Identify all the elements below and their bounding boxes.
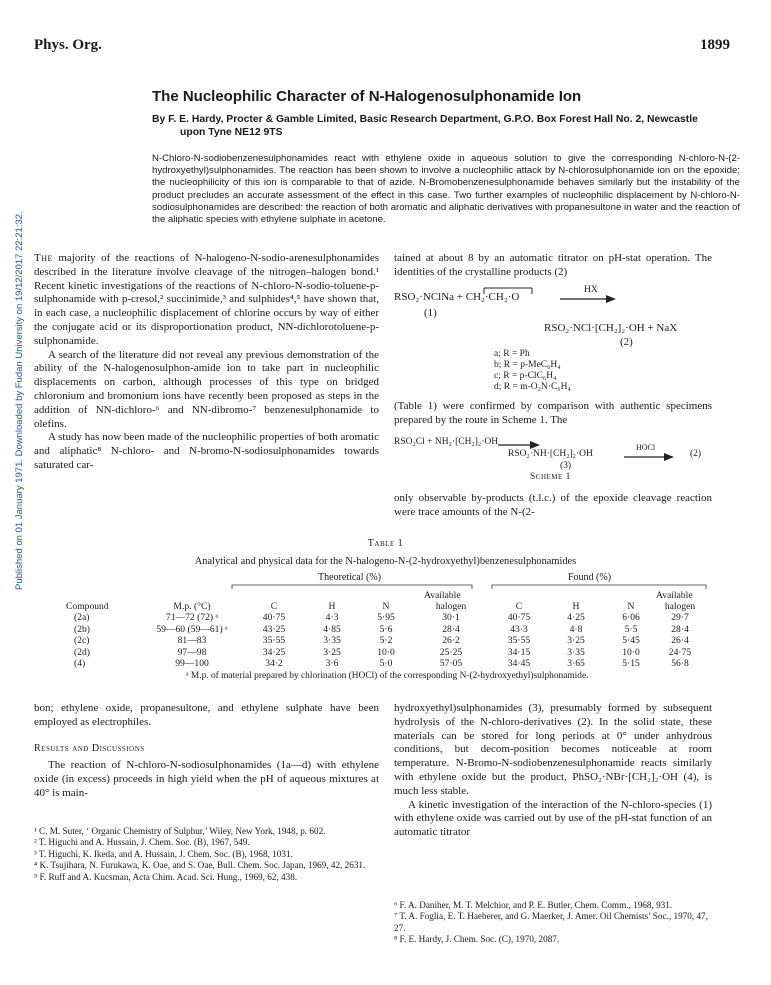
right-column-paragraph-3: only observable by-products (t.l.c.) of the epoxide cleavage reaction were trace amounts of the N-(2- [394,492,712,518]
cell: 34·25 [262,646,286,658]
footnote-6: ⁶ F. A. Daniher, M. T. Melchior, and P. E. Butler, Chem. Comm., 1968, 931. [394,900,673,910]
cell: 35·55 [507,635,531,647]
cell: 4·8 [569,623,583,635]
table-title: Analytical and physical data for the N-halogeno-N-(2-hydroxyethyl)benzenesulphonamides [194,556,577,567]
col-compound: Compound [66,601,109,612]
cell: 81—83 [177,635,207,647]
footnote-1: ¹ C. M. Suter, ‘ Organic Chemistry of Sulphur,’ Wiley, New York, 1948, p. 602. [34,826,326,836]
journal-name: Phys. Org. [34,37,102,53]
table-header-row [66,601,702,612]
cell: 3·65 [567,658,585,670]
group-theoretical: Theoretical (%) [318,572,382,583]
epoxide-bridge [482,284,554,300]
compound-label-1: (1) [424,307,437,319]
cell: (2d) [74,646,90,658]
available-label-found: Available [656,590,693,601]
cell: (2c) [74,635,90,647]
cell: 4·85 [323,623,341,635]
intro-paragraph-1: majority of the reactions of N-halogeno-N-sodio-arenesulphonamides described in the literature involve cleavage of the nitrogen–halogen bond.¹ Recent kinetic investigations of the reactions of N-chloro-N-sodio-toluene-p-sulphonamide with p-cresol,² succinimide,³ and sulphides⁴,⁵ have shown that, in each case, a nucleophilic displacement of chlorine occurs by way of either the conjugate acid or its disproportionation product, NN-dichlorotoluene-p-sulphonamide. [34,252,379,347]
cell: (2b) [74,623,90,635]
cell: 97—98 [177,646,207,658]
abstract: N-Chloro-N-sodiobenzenesulphonamides react with ethylene oxide in aqueous solution to give the corresponding N-chloro-N-(2-hydroxyethyl)sulphonamides. The reaction has been shown to involve a nucleophilic attack by N-chlorosulphonamide ion on the epoxide; the nucleophilicity of this ion is comparable to that of azide. N-Bromobenzenesulphonamide behaves similarly but the instability of the product precludes an accurate assessment of the effect in this case. Two further examples of nucleophilic displacement by N-chloro-N-sodiosulphonamides are described: the reaction of both aromatic and aliphatic derivatives with propanesultone in water and the reaction of the aliphatic species with ethylene sulphate in acetone. [152,153,740,226]
cell: 5·0 [379,658,393,670]
cell: (2a) [74,612,90,623]
substituent-b: b; R = p-MeC₆H₄ [494,360,561,370]
scheme-arrow-2 [624,452,674,462]
cell: 35·55 [262,635,286,647]
cell: 10·0 [622,646,640,658]
cell: 43·3 [510,623,528,635]
cell: 10·0 [377,646,395,658]
download-watermark [2,130,25,890]
cell: 56·8 [671,658,689,670]
cell: 3·35 [323,635,341,647]
lower-right-paragraph-2: A kinetic investigation of the interaction of the N-chloro-species (1) with ethylene oxide was carried out by use of the pH-stat function of an automatic titrator [394,798,712,839]
footnote-7: ⁷ T. A. Foglia, E. T. Haeberer, and G. Maerker, J. Amer. Oil Chemists’ Soc., 1970, 47, 27. [394,911,708,933]
footnote-2: ² T. Higuchi and A. Hussain, J. Chem. Soc. (B), 1967, 549. [34,837,250,848]
equation-right: RSO₂·NCl·[CH₂]₂·OH + NaX [544,322,678,334]
cell: 5·95 [377,612,395,623]
scheme-intermediate: RSO₂·NH·[CH₂]₂·OH [508,449,593,459]
footnote-5: ⁵ F. Ruff and A. Kucsman, Acta Chim. Acad. Sci. Hung., 1969, 62, 438. [34,871,298,882]
table-row [66,635,702,647]
col-c-found: C [515,601,523,612]
cell: 26·4 [671,635,689,647]
scheme-reactants: RSO₂Cl + NH₂·[CH₂]₂·OH [394,437,499,447]
footnote-8: ⁸ F. E. Hardy, J. Chem. Soc. (C), 1970, 2087. [394,934,560,945]
cell: 57·05 [439,658,463,670]
table-caption: Table 1 [367,538,404,549]
section-heading: Results and Discussions [34,742,145,754]
cell: 24·75 [668,646,692,658]
cell: 28·4 [671,623,689,635]
table-row [66,612,702,624]
lower-paragraph-2: The reaction of N-chloro-N-sodiosulphonamides (1a—d) with ethylene oxide (in excess) proceeds in high yield when the pH of aqueous mixtures at 40° is main- [34,759,379,799]
byline [152,113,737,139]
page-number: 1899 [700,37,730,53]
col-halogen-found: halogen [664,601,696,612]
compound-label-2: (2) [620,336,633,348]
scheme-caption: Scheme 1 [530,472,571,482]
col-h-found: H [572,601,580,612]
col-mp: M.p. (°C) [173,601,211,612]
cell: 5·45 [622,635,640,647]
cell: 25·25 [439,646,463,658]
cell: 34·2 [265,658,283,670]
cell: 59—60 (59—61) ᵃ [156,623,228,635]
scheme-label-2: (2) [690,449,702,459]
col-n-theory: N [382,601,390,612]
cell: 71—72 (72) ᵃ [165,612,219,623]
cell: 3·35 [567,646,585,658]
equation-left: RSO₂·NClNa + CH₂·CH₂·O [394,291,520,303]
cell: 5·5 [624,623,638,635]
table-row [66,658,702,670]
byline-line2: upon Tyne NE12 9TS [180,127,283,138]
col-c-theory: C [270,601,278,612]
cell: 30·1 [442,612,460,623]
right-column-lower [394,702,712,840]
table-footnote: ᵃ M.p. of material prepared by chlorination (HOCl) of the corresponding N-(2-hydroxyethyl)sulphonamide. [186,671,589,681]
article-title: The Nucleophilic Character of N-Halogenosulphonamide Ion [152,88,582,105]
scheme-reagent: HOCl [636,443,656,452]
table-row [66,624,702,636]
cell: 5·6 [379,623,393,635]
cell: 3·25 [567,635,585,647]
cell: 3·25 [323,646,341,658]
cell: 3·6 [325,658,339,670]
cell: 4·25 [567,612,585,623]
data-table [66,601,702,670]
footnote-3: ³ T. Higuchi, K. Ikeda, and A. Hussain, J. Chem. Soc. (B), 1968, 1031. [34,848,293,859]
left-column-lower [34,702,379,801]
reaction-arrow-1 [560,294,616,304]
cell: 43·25 [262,623,286,635]
cell: 40·75 [507,612,531,623]
watermark-text[interactable]: Published on 01 January 1971. Downloaded by Fudan University on 19/12/2017 22:21:32. [14,211,25,590]
cell: 40·75 [262,612,286,623]
intro-paragraph-3: A study has now been made of the nucleophilic properties of both aromatic and aliphatic⁸ N-chloro- and N-bromo-N-sodiosulphonamides towards saturated car- [34,431,379,471]
group-brackets [230,582,710,590]
cell: 34·15 [507,646,531,658]
cell: 4·3 [325,612,339,623]
group-found: Found (%) [568,572,612,583]
cell: 34·45 [507,658,531,670]
catalyst-label: HX [584,285,598,295]
left-column-upper [34,252,379,473]
cell: (4) [74,658,86,670]
intro-paragraph-2: A search of the literature did not reveal any previous demonstration of the ability of the N-halogenosulphon-amide ion to take part in nucleophilic displacements on carbon, although processes of this type on bridged chloronium and bromonium ions have recently been proposed as steps in the addition of NN-dichloro-⁶ and NN-dibromo-⁷ benzenesulphonamide to olefins. [34,348,379,430]
right-column-paragraph-2: (Table 1) were confirmed by comparison with authentic specimens prepared by the route in Scheme 1. The [394,400,712,426]
footnotes-right [394,900,712,946]
cell: 5·15 [622,658,640,670]
cell: 28·4 [442,623,460,635]
cell: 26·2 [442,635,460,647]
col-h-theory: H [328,601,336,612]
substituent-a: a; R = Ph [494,349,530,359]
substituent-d: d; R = m-O₂N·C₆H₄ [494,382,571,392]
substituent-list [494,349,571,393]
scheme-label-3: (3) [560,461,572,471]
cell: 6·06 [622,612,640,623]
lower-right-paragraph-1: hydroxyethyl)sulphonamides (3), presumably formed by subsequent hydrolysis of the N-chloro-derivatives (2). In the solid state, these materials can be stored for long periods at 0° under anhydrous conditions, but decom-position becomes noticeable at room temperature. N-Bromo-N-sodiobenzenesulphonamide reacts similarly with ethylene oxide but the product, PhSO₂·NBr·[CH₂]₂·OH (4), is much less stable. [394,702,712,797]
cell: 5·2 [379,635,393,647]
cell: 99—100 [175,658,209,670]
col-n-found: N [627,601,635,612]
footnote-4: ⁴ K. Tsujihara, N. Furukawa, K. Oae, and S. Oae, Bull. Chem. Soc. Japan, 1969, 42, 2631. [34,860,366,871]
col-halogen-theory: halogen [435,601,467,612]
footnotes-left [34,826,379,883]
cell: 29·7 [671,612,689,623]
right-column-upper-text: tained at about 8 by an automatic titrator on pH-stat operation. The identities of the crystalline products (2) [394,252,712,278]
drop-lead: The [34,252,53,264]
lower-paragraph-1: bon; ethylene oxide, propanesultone, and ethylene sulphate have been employed as electrophiles. [34,702,379,728]
table-row [66,647,702,659]
substituent-c: c; R = p-ClC₆H₄ [494,371,557,381]
byline-line1: By F. E. Hardy, Procter & Gamble Limited, Basic Research Department, G.P.O. Box Forest Hall No. 2, Newcastle [152,114,698,125]
available-label-theoretical: Available [424,590,461,601]
